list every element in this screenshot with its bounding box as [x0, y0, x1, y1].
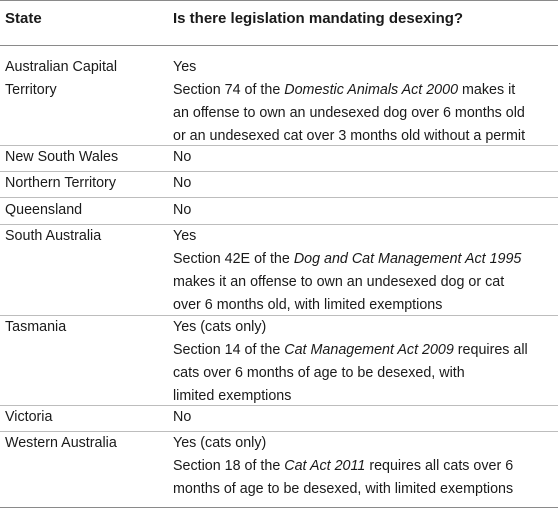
legislation-cell-tas: [173, 316, 556, 408]
detail-line: Section 14 of the Cat Management Act 2009 requires all: [173, 342, 528, 358]
answer-text: Yes (cats only): [173, 319, 267, 335]
legislation-cell-nt: No: [173, 175, 192, 191]
legislation-cell-qld: No: [173, 202, 192, 218]
act-title: Dog and Cat Management Act 1995: [293, 251, 522, 267]
detail-line: Section 18 of the Cat Act 2011 requires all cats over 6: [173, 458, 514, 474]
row-divider: [0, 197, 558, 198]
state-cell-tas: Tasmania: [5, 319, 67, 335]
detail-line: Section 74 of the Domestic Animals Act 2000 makes it: [173, 82, 516, 98]
act-title: Domestic Animals Act 2000: [284, 82, 459, 98]
legislation-cell-nsw: No: [173, 149, 192, 165]
legislation-cell-sa: [173, 225, 556, 317]
state-cell-qld: Queensland: [5, 202, 83, 218]
header-legislation: Is there legislation mandating desexing?: [173, 10, 464, 27]
detail-line: an offense to own an undesexed dog over 6 months old: [173, 105, 525, 121]
answer-text: Yes: [173, 228, 197, 244]
detail-line: limited exemptions: [173, 388, 292, 404]
state-cell-act: [5, 56, 117, 102]
state-cell-nt: Northern Territory: [5, 175, 116, 191]
header-state: State: [5, 10, 42, 27]
answer-text: Yes (cats only): [173, 435, 267, 451]
detail-line: months of age to be desexed, with limited exemptions: [173, 481, 514, 497]
legislation-cell-vic: No: [173, 409, 192, 425]
state-cell-wa: Western Australia: [5, 435, 117, 451]
state-line: Territory: [5, 82, 57, 98]
state-cell-vic: Victoria: [5, 409, 53, 425]
detail-line: makes it an offense to own an undesexed dog or cat: [173, 274, 505, 290]
detail-line: over 6 months old, with limited exemptions: [173, 297, 443, 313]
detail-line: or an undesexed cat over 3 months old without a permit: [173, 128, 526, 144]
header-rule: [0, 45, 558, 46]
state-cell-sa: South Australia: [5, 228, 102, 244]
legislation-cell-wa: [173, 432, 556, 501]
state-cell-nsw: New South Wales: [5, 149, 119, 165]
answer-text: Yes: [173, 59, 197, 75]
detail-line: cats over 6 months of age to be desexed, with: [173, 365, 465, 381]
act-title: Cat Management Act 2009: [284, 342, 454, 358]
act-title: Cat Act 2011: [284, 458, 366, 474]
detail-line: Section 42E of the Dog and Cat Management Act 1995: [173, 251, 522, 267]
table-top-rule: [0, 0, 558, 1]
state-line: Australian Capital: [5, 59, 118, 75]
table-bottom-rule: [0, 507, 558, 508]
legislation-cell-act: [173, 56, 556, 148]
